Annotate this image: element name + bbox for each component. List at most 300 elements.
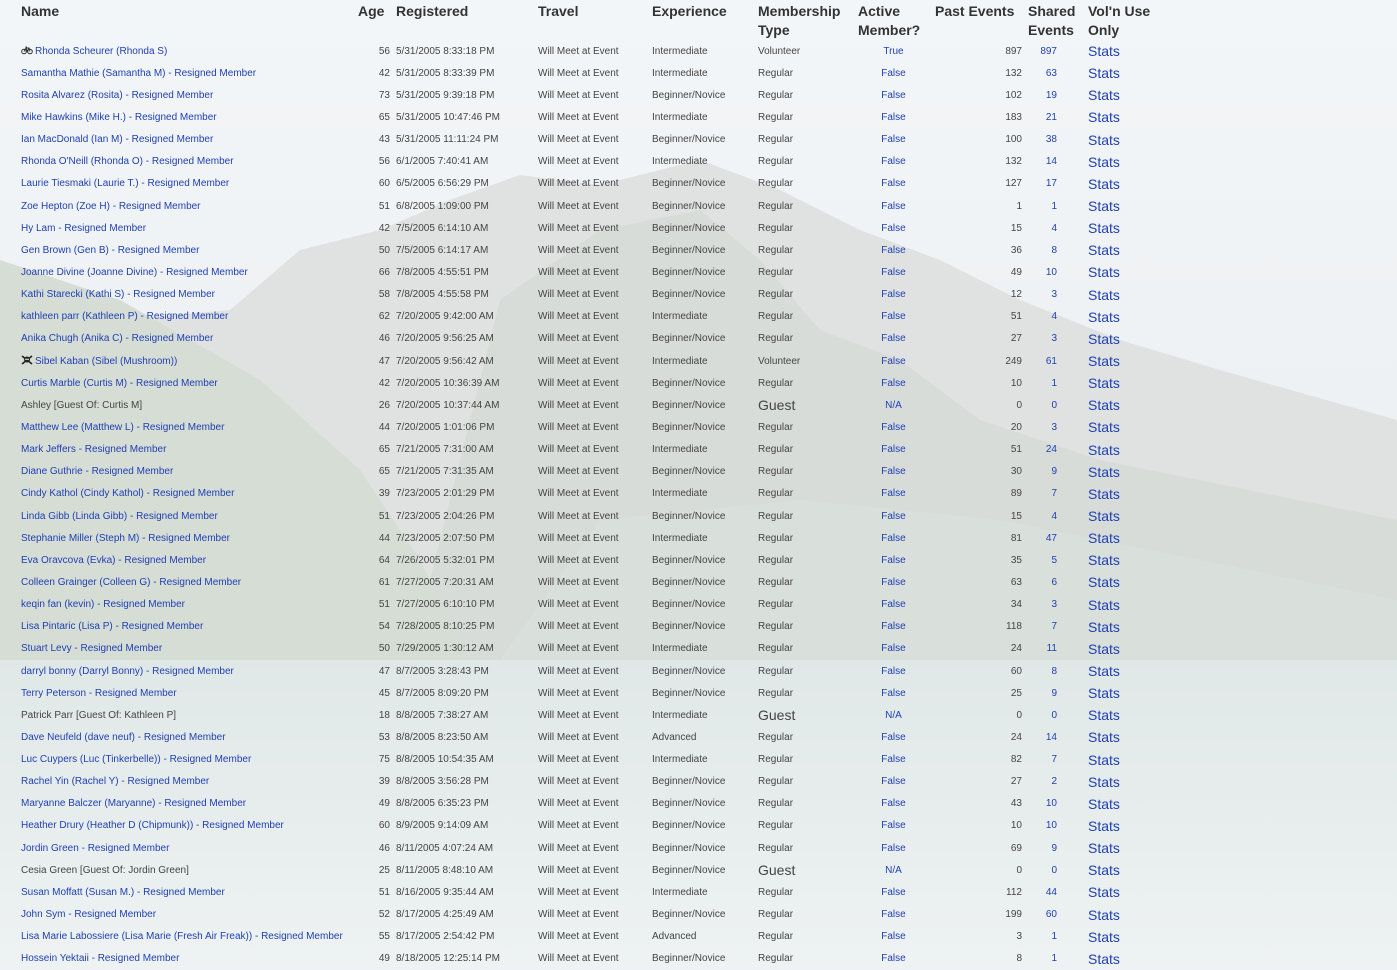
member-stats-link-cell bbox=[1085, 62, 1168, 84]
member-registered: 8/8/2005 7:38:27 AM bbox=[396, 709, 489, 721]
member-name-link[interactable]: Dave Neufeld (dave neuf) - Resigned Member bbox=[21, 731, 226, 743]
member-registered: 6/5/2005 6:56:29 PM bbox=[396, 178, 489, 190]
shared-events-link[interactable]: 1 bbox=[1051, 377, 1057, 389]
member-stats-link-cell bbox=[1085, 40, 1168, 62]
stats-link[interactable]: Stats bbox=[1088, 330, 1120, 347]
col-header-name[interactable]: Name bbox=[21, 3, 60, 19]
member-travel-cell bbox=[535, 62, 649, 84]
member-experience: Intermediate bbox=[652, 156, 708, 168]
member-name-link[interactable]: Maryanne Balczer (Maryanne) - Resigned Member bbox=[21, 798, 247, 810]
member-membership-type-cell bbox=[755, 106, 855, 128]
stats-link[interactable]: Stats bbox=[1088, 817, 1120, 834]
member-name-link[interactable]: Anika Chugh (Anika C) - Resigned Member bbox=[21, 333, 214, 345]
member-membership-type-cell bbox=[755, 284, 855, 306]
member-past-events: 69 bbox=[1010, 842, 1022, 854]
member-travel: Will Meet at Event bbox=[538, 842, 619, 854]
member-membership-type-cell bbox=[755, 926, 855, 948]
stats-link[interactable]: Stats bbox=[1088, 419, 1120, 436]
member-active-status-cell bbox=[855, 660, 932, 682]
member-travel: Will Meet at Event bbox=[538, 222, 619, 234]
shared-events-link[interactable]: 0 bbox=[1051, 864, 1057, 876]
member-past-events-cell bbox=[932, 948, 1025, 970]
member-name-cell bbox=[18, 815, 355, 837]
stats-link[interactable]: Stats bbox=[1088, 530, 1120, 547]
member-name-link[interactable]: Kathi Starecki (Kathi S) - Resigned Member bbox=[21, 289, 215, 301]
member-travel: Will Meet at Event bbox=[538, 156, 619, 168]
member-past-events: 132 bbox=[1005, 156, 1022, 168]
member-name-link[interactable]: Sibel Kaban (Sibel (Mushroom)) bbox=[35, 356, 178, 368]
stats-link[interactable]: Stats bbox=[1088, 286, 1120, 303]
member-travel: Will Meet at Event bbox=[538, 820, 619, 832]
stats-link[interactable]: Stats bbox=[1088, 175, 1120, 192]
member-experience: Beginner/Novice bbox=[652, 421, 726, 433]
shared-events-link[interactable]: 7 bbox=[1051, 621, 1057, 633]
table-header-row bbox=[18, 0, 1168, 40]
member-registered-cell bbox=[393, 306, 535, 328]
member-stats-link-cell bbox=[1085, 284, 1168, 306]
stats-link[interactable]: Stats bbox=[1088, 840, 1120, 857]
member-age-cell bbox=[355, 793, 393, 815]
col-header-membership-type[interactable]: Membership Type bbox=[758, 3, 841, 38]
member-shared-events-cell bbox=[1025, 372, 1085, 394]
member-active-status: False bbox=[881, 421, 906, 433]
member-registered: 8/8/2005 10:54:35 AM bbox=[396, 754, 494, 766]
shared-events-link[interactable]: 3 bbox=[1051, 599, 1057, 611]
member-membership-type-cell bbox=[755, 129, 855, 151]
member-name-link[interactable]: Lisa Marie Labossiere (Lisa Marie (Fresh Air Freak)) - Resigned Member bbox=[21, 931, 343, 943]
shared-events-link[interactable]: 6 bbox=[1051, 576, 1057, 588]
member-name-link[interactable]: keqin fan (kevin) - Resigned Member bbox=[21, 599, 185, 611]
member-active-status: False bbox=[881, 953, 906, 965]
stats-link[interactable]: Stats bbox=[1088, 862, 1120, 879]
shared-events-link[interactable]: 21 bbox=[1045, 111, 1057, 123]
member-age: 42 bbox=[378, 222, 390, 234]
member-name-link[interactable]: Jordin Green - Resigned Member bbox=[21, 842, 170, 854]
member-name-cell bbox=[18, 416, 355, 438]
member-active-status-cell bbox=[855, 682, 932, 704]
member-age: 47 bbox=[378, 665, 390, 677]
table-row bbox=[18, 306, 1168, 328]
shared-events-link[interactable]: 1 bbox=[1051, 953, 1057, 965]
shared-events-link[interactable]: 19 bbox=[1045, 89, 1057, 101]
member-experience-cell bbox=[649, 129, 755, 151]
member-membership-type: Regular bbox=[758, 687, 794, 699]
member-name-cell bbox=[18, 881, 355, 903]
member-past-events: 89 bbox=[1010, 488, 1022, 500]
shared-events-link[interactable]: 10 bbox=[1045, 266, 1057, 278]
shared-events-link[interactable]: 60 bbox=[1045, 909, 1057, 921]
member-active-status-cell bbox=[855, 549, 932, 571]
member-registered: 5/31/2005 8:33:39 PM bbox=[396, 67, 495, 79]
member-membership-type-cell bbox=[755, 616, 855, 638]
stats-link[interactable]: Stats bbox=[1088, 65, 1120, 82]
stats-link[interactable]: Stats bbox=[1088, 906, 1120, 923]
member-age-cell bbox=[355, 881, 393, 903]
member-travel: Will Meet at Event bbox=[538, 244, 619, 256]
member-travel-cell bbox=[535, 815, 649, 837]
member-age: 54 bbox=[378, 621, 390, 633]
member-name-link[interactable]: darryl bonny (Darryl Bonny) - Resigned Member bbox=[21, 665, 234, 677]
member-registered-cell bbox=[393, 217, 535, 239]
col-header-registered[interactable]: Registered bbox=[396, 3, 469, 19]
member-age-cell bbox=[355, 106, 393, 128]
member-travel-cell bbox=[535, 571, 649, 593]
col-header-voln-use-only: Vol'n Use Only bbox=[1088, 3, 1151, 38]
member-experience-cell bbox=[649, 926, 755, 948]
member-name-link[interactable]: Lisa Pintaric (Lisa P) - Resigned Member bbox=[21, 621, 204, 633]
member-name-link[interactable]: Samantha Mathie (Samantha M) - Resigned Member bbox=[21, 67, 257, 79]
member-registered: 8/18/2005 12:25:14 PM bbox=[396, 953, 500, 965]
member-active-status-cell bbox=[855, 328, 932, 350]
member-membership-type: Guest bbox=[758, 862, 796, 879]
member-shared-events-cell bbox=[1025, 903, 1085, 925]
member-past-events: 36 bbox=[1010, 244, 1022, 256]
member-experience: Beginner/Novice bbox=[652, 953, 726, 965]
member-name-link[interactable]: Laurie Tiesmaki (Laurie T.) - Resigned Member bbox=[21, 178, 230, 190]
member-membership-type: Regular bbox=[758, 665, 794, 677]
member-shared-events-cell bbox=[1025, 881, 1085, 903]
member-past-events: 0 bbox=[1016, 709, 1022, 721]
member-active-status-cell bbox=[855, 726, 932, 748]
stats-link[interactable]: Stats bbox=[1088, 153, 1120, 170]
member-stats-link-cell bbox=[1085, 527, 1168, 549]
member-registered-cell bbox=[393, 483, 535, 505]
member-travel-cell bbox=[535, 239, 649, 261]
member-active-status-cell bbox=[855, 461, 932, 483]
member-active-status-cell bbox=[855, 815, 932, 837]
member-past-events: 10 bbox=[1010, 377, 1022, 389]
shared-events-link[interactable]: 897 bbox=[1040, 45, 1057, 57]
member-age: 18 bbox=[378, 709, 390, 721]
member-travel-cell bbox=[535, 129, 649, 151]
member-shared-events-cell bbox=[1025, 306, 1085, 328]
member-age-cell bbox=[355, 173, 393, 195]
stats-link[interactable]: Stats bbox=[1088, 574, 1120, 591]
member-travel-cell bbox=[535, 461, 649, 483]
stats-link[interactable]: Stats bbox=[1088, 375, 1120, 392]
member-active-status: False bbox=[881, 754, 906, 766]
shared-events-link[interactable]: 3 bbox=[1051, 333, 1057, 345]
member-name-link[interactable]: Heather Drury (Heather D (Chipmunk)) - Resigned Member bbox=[21, 820, 284, 832]
member-active-status-cell bbox=[855, 616, 932, 638]
member-age-cell bbox=[355, 926, 393, 948]
member-travel-cell bbox=[535, 173, 649, 195]
member-age: 42 bbox=[378, 377, 390, 389]
member-active-status: False bbox=[881, 621, 906, 633]
member-name-link[interactable]: Luc Cuypers (Luc (Tinkerbelle)) - Resigned Member bbox=[21, 754, 252, 766]
member-registered: 8/17/2005 2:54:42 PM bbox=[396, 931, 495, 943]
member-active-status-cell bbox=[855, 837, 932, 859]
stats-link[interactable]: Stats bbox=[1088, 242, 1120, 259]
member-name-link[interactable]: Stuart Levy - Resigned Member bbox=[21, 643, 163, 655]
member-registered: 8/8/2005 6:35:23 PM bbox=[396, 798, 489, 810]
stats-link[interactable]: Stats bbox=[1088, 950, 1120, 967]
member-past-events-cell bbox=[932, 439, 1025, 461]
member-name-link[interactable]: kathleen parr (Kathleen P) - Resigned Member bbox=[21, 311, 229, 323]
table-row bbox=[18, 948, 1168, 970]
table-row bbox=[18, 40, 1168, 62]
shared-events-link[interactable]: 2 bbox=[1051, 776, 1057, 788]
shared-events-link[interactable]: 14 bbox=[1045, 156, 1057, 168]
member-name-link[interactable]: Terry Peterson - Resigned Member bbox=[21, 687, 177, 699]
shared-events-link[interactable]: 7 bbox=[1051, 488, 1057, 500]
member-experience-cell bbox=[649, 217, 755, 239]
table-row bbox=[18, 394, 1168, 416]
stats-link[interactable]: Stats bbox=[1088, 795, 1120, 812]
table-row bbox=[18, 726, 1168, 748]
member-active-status: False bbox=[881, 289, 906, 301]
member-name-link[interactable]: Mark Jeffers - Resigned Member bbox=[21, 444, 167, 456]
shared-events-link[interactable]: 0 bbox=[1051, 399, 1057, 411]
member-name-link[interactable]: Diane Guthrie - Resigned Member bbox=[21, 466, 174, 478]
col-header-travel[interactable]: Travel bbox=[538, 3, 579, 19]
member-membership-type: Regular bbox=[758, 599, 794, 611]
table-row bbox=[18, 594, 1168, 616]
stats-link[interactable]: Stats bbox=[1088, 618, 1120, 635]
table-row bbox=[18, 903, 1168, 925]
stats-link[interactable]: Stats bbox=[1088, 463, 1120, 480]
stats-link[interactable]: Stats bbox=[1088, 751, 1120, 768]
member-registered: 8/8/2005 3:56:28 PM bbox=[396, 776, 489, 788]
member-registered-cell bbox=[393, 40, 535, 62]
shared-events-link[interactable]: 24 bbox=[1045, 444, 1057, 456]
stats-link[interactable]: Stats bbox=[1088, 596, 1120, 613]
member-name-cell bbox=[18, 84, 355, 106]
stats-link[interactable]: Stats bbox=[1088, 264, 1120, 281]
member-experience-cell bbox=[649, 859, 755, 881]
member-past-events-cell bbox=[932, 483, 1025, 505]
shared-events-link[interactable]: 11 bbox=[1046, 643, 1057, 655]
member-name-link[interactable]: Rachel Yin (Rachel Y) - Resigned Member bbox=[21, 776, 210, 788]
member-age: 44 bbox=[378, 421, 390, 433]
member-stats-link-cell bbox=[1085, 859, 1168, 881]
member-membership-type: Regular bbox=[758, 554, 794, 566]
stats-link[interactable]: Stats bbox=[1088, 43, 1120, 60]
member-registered-cell bbox=[393, 284, 535, 306]
member-travel-cell bbox=[535, 903, 649, 925]
member-registered-cell bbox=[393, 350, 535, 372]
member-past-events: 102 bbox=[1005, 89, 1022, 101]
shared-events-link[interactable]: 8 bbox=[1051, 244, 1057, 256]
member-name-link[interactable]: Curtis Marble (Curtis M) - Resigned Member bbox=[21, 377, 218, 389]
col-header-past-events[interactable]: Past Events bbox=[935, 3, 1015, 19]
member-name-link[interactable]: Zoe Hepton (Zoe H) - Resigned Member bbox=[21, 200, 201, 212]
member-name-link[interactable]: Joanne Divine (Joanne Divine) - Resigned Member bbox=[21, 266, 248, 278]
shared-events-link[interactable]: 0 bbox=[1051, 709, 1057, 721]
stats-link[interactable]: Stats bbox=[1088, 109, 1120, 126]
member-travel-cell bbox=[535, 638, 649, 660]
member-name-link[interactable]: Susan Moffatt (Susan M.) - Resigned Member bbox=[21, 886, 225, 898]
member-name-link[interactable]: Colleen Grainger (Colleen G) - Resigned Member bbox=[21, 576, 242, 588]
stats-link[interactable]: Stats bbox=[1088, 220, 1120, 237]
shared-events-link[interactable]: 14 bbox=[1045, 731, 1057, 743]
member-membership-type: Regular bbox=[758, 731, 794, 743]
member-stats-link-cell bbox=[1085, 195, 1168, 217]
shared-events-link[interactable]: 1 bbox=[1051, 200, 1057, 212]
stats-link[interactable]: Stats bbox=[1088, 308, 1120, 325]
col-header-experience[interactable]: Experience bbox=[652, 3, 727, 19]
shared-events-link[interactable]: 44 bbox=[1045, 886, 1057, 898]
table-row bbox=[18, 461, 1168, 483]
member-stats-link-cell bbox=[1085, 881, 1168, 903]
member-name-link[interactable]: Hy Lam - Resigned Member bbox=[21, 222, 147, 234]
member-past-events-cell bbox=[932, 217, 1025, 239]
member-name-link[interactable]: Gen Brown (Gen B) - Resigned Member bbox=[21, 244, 200, 256]
member-name-link[interactable]: Rhonda Scheurer (Rhonda S) bbox=[35, 46, 168, 58]
shared-events-link[interactable]: 47 bbox=[1045, 532, 1057, 544]
member-travel: Will Meet at Event bbox=[538, 399, 619, 411]
stats-link[interactable]: Stats bbox=[1088, 198, 1120, 215]
member-name-link[interactable]: Matthew Lee (Matthew L) - Resigned Member bbox=[21, 421, 225, 433]
table-row bbox=[18, 173, 1168, 195]
stats-link[interactable]: Stats bbox=[1088, 397, 1120, 414]
member-name-link[interactable]: Linda Gibb (Linda Gibb) - Resigned Member bbox=[21, 510, 218, 522]
member-membership-type: Regular bbox=[758, 244, 794, 256]
member-travel: Will Meet at Event bbox=[538, 421, 619, 433]
member-past-events-cell bbox=[932, 328, 1025, 350]
member-past-events-cell bbox=[932, 62, 1025, 84]
member-experience-cell bbox=[649, 173, 755, 195]
table-row bbox=[18, 151, 1168, 173]
bicycle-icon bbox=[21, 46, 35, 57]
member-age: 55 bbox=[378, 931, 390, 943]
member-name-link[interactable]: Ian MacDonald (Ian M) - Resigned Member bbox=[21, 134, 214, 146]
member-age: 60 bbox=[378, 178, 390, 190]
shared-events-link[interactable]: 9 bbox=[1051, 687, 1057, 699]
member-membership-type-cell bbox=[755, 682, 855, 704]
member-name-link[interactable]: Mike Hawkins (Mike H.) - Resigned Member bbox=[21, 111, 217, 123]
member-name-link[interactable]: Rosita Alvarez (Rosita) - Resigned Member bbox=[21, 89, 214, 101]
member-age-cell bbox=[355, 638, 393, 660]
stats-link[interactable]: Stats bbox=[1088, 87, 1120, 104]
member-past-events: 100 bbox=[1005, 134, 1022, 146]
member-shared-events-cell bbox=[1025, 793, 1085, 815]
table-row bbox=[18, 881, 1168, 903]
member-experience: Beginner/Novice bbox=[652, 576, 726, 588]
member-registered-cell bbox=[393, 84, 535, 106]
member-membership-type: Regular bbox=[758, 311, 794, 323]
member-experience: Intermediate bbox=[652, 886, 708, 898]
member-active-status: False bbox=[881, 931, 906, 943]
table-row bbox=[18, 859, 1168, 881]
member-registered: 7/5/2005 6:14:17 AM bbox=[396, 244, 489, 256]
shared-events-link[interactable]: 4 bbox=[1051, 311, 1057, 323]
stats-link[interactable]: Stats bbox=[1088, 552, 1120, 569]
shared-events-link[interactable]: 7 bbox=[1051, 754, 1057, 766]
member-membership-type: Regular bbox=[758, 842, 794, 854]
stats-link[interactable]: Stats bbox=[1088, 508, 1120, 525]
member-stats-link-cell bbox=[1085, 261, 1168, 283]
member-stats-link-cell bbox=[1085, 726, 1168, 748]
stats-link[interactable]: Stats bbox=[1088, 131, 1120, 148]
stats-link[interactable]: Stats bbox=[1088, 928, 1120, 945]
member-experience-cell bbox=[649, 594, 755, 616]
shared-events-link[interactable]: 5 bbox=[1051, 554, 1057, 566]
shared-events-link[interactable]: 4 bbox=[1051, 510, 1057, 522]
member-registered: 7/21/2005 7:31:00 AM bbox=[396, 444, 494, 456]
shared-events-link[interactable]: 1 bbox=[1051, 931, 1057, 943]
member-shared-events-cell bbox=[1025, 129, 1085, 151]
guest-name: Ashley [Guest Of: Curtis M] bbox=[21, 399, 143, 411]
member-age-cell bbox=[355, 239, 393, 261]
member-travel: Will Meet at Event bbox=[538, 89, 619, 101]
member-travel: Will Meet at Event bbox=[538, 599, 619, 611]
shared-events-link[interactable]: 10 bbox=[1045, 820, 1057, 832]
shared-events-link[interactable]: 3 bbox=[1051, 421, 1057, 433]
stats-link[interactable]: Stats bbox=[1088, 441, 1120, 458]
member-name-link[interactable]: John Sym - Resigned Member bbox=[21, 909, 157, 921]
member-name-link[interactable]: Hossein Yektaii - Resigned Member bbox=[21, 953, 180, 965]
member-membership-type-cell bbox=[755, 261, 855, 283]
member-membership-type: Regular bbox=[758, 909, 794, 921]
member-experience-cell bbox=[649, 40, 755, 62]
stats-link[interactable]: Stats bbox=[1088, 773, 1120, 790]
member-name-link[interactable]: Cindy Kathol (Cindy Kathol) - Resigned Member bbox=[21, 488, 235, 500]
member-experience-cell bbox=[649, 837, 755, 859]
shared-events-link[interactable]: 9 bbox=[1051, 842, 1057, 854]
member-name-link[interactable]: Eva Oravcova (Evka) - Resigned Member bbox=[21, 554, 207, 566]
member-past-events: 34 bbox=[1010, 599, 1022, 611]
member-past-events-cell bbox=[932, 40, 1025, 62]
shared-events-link[interactable]: 17 bbox=[1045, 178, 1057, 190]
shared-events-link[interactable]: 8 bbox=[1051, 665, 1057, 677]
member-name-cell bbox=[18, 40, 355, 62]
stats-link[interactable]: Stats bbox=[1088, 685, 1120, 702]
stats-link[interactable]: Stats bbox=[1088, 640, 1120, 657]
member-active-status: False bbox=[881, 554, 906, 566]
member-experience: Beginner/Novice bbox=[652, 909, 726, 921]
member-experience: Beginner/Novice bbox=[652, 665, 726, 677]
table-row bbox=[18, 793, 1168, 815]
col-header-age[interactable]: Age bbox=[358, 3, 385, 19]
member-active-status: False bbox=[881, 222, 906, 234]
member-active-status: False bbox=[881, 355, 906, 367]
col-header-shared-events[interactable]: Shared Events bbox=[1028, 3, 1076, 38]
shared-events-link[interactable]: 3 bbox=[1051, 289, 1057, 301]
member-membership-type-cell bbox=[755, 837, 855, 859]
member-registered-cell bbox=[393, 704, 535, 726]
shared-events-link[interactable]: 10 bbox=[1045, 798, 1057, 810]
member-name-link[interactable]: Stephanie Miller (Steph M) - Resigned Member bbox=[21, 532, 230, 544]
stats-link[interactable]: Stats bbox=[1088, 884, 1120, 901]
stats-link[interactable]: Stats bbox=[1088, 707, 1120, 724]
col-header-active-member[interactable]: Active Member? bbox=[858, 3, 921, 38]
member-age-cell bbox=[355, 549, 393, 571]
member-registered-cell bbox=[393, 771, 535, 793]
stats-link[interactable]: Stats bbox=[1088, 729, 1120, 746]
member-membership-type-cell bbox=[755, 527, 855, 549]
shared-events-link[interactable]: 4 bbox=[1051, 222, 1057, 234]
stats-link[interactable]: Stats bbox=[1088, 663, 1120, 679]
member-travel-cell bbox=[535, 350, 649, 372]
stats-link[interactable]: Stats bbox=[1088, 353, 1120, 370]
shared-events-link[interactable]: 9 bbox=[1051, 466, 1057, 478]
member-registered-cell bbox=[393, 439, 535, 461]
member-experience: Beginner/Novice bbox=[652, 864, 726, 876]
member-registered: 7/23/2005 2:04:26 PM bbox=[396, 510, 495, 522]
shared-events-link[interactable]: 61 bbox=[1045, 355, 1057, 367]
member-age: 44 bbox=[378, 532, 390, 544]
shared-events-link[interactable]: 63 bbox=[1045, 67, 1057, 79]
member-registered: 5/31/2005 10:47:46 PM bbox=[396, 111, 500, 123]
member-travel: Will Meet at Event bbox=[538, 643, 619, 655]
member-active-status: False bbox=[881, 244, 906, 256]
member-name-link[interactable]: Rhonda O'Neill (Rhonda O) - Resigned Member bbox=[21, 156, 234, 168]
stats-link[interactable]: Stats bbox=[1088, 485, 1120, 502]
member-age: 51 bbox=[378, 200, 390, 212]
member-active-status: False bbox=[881, 532, 906, 544]
shared-events-link[interactable]: 38 bbox=[1045, 134, 1057, 146]
